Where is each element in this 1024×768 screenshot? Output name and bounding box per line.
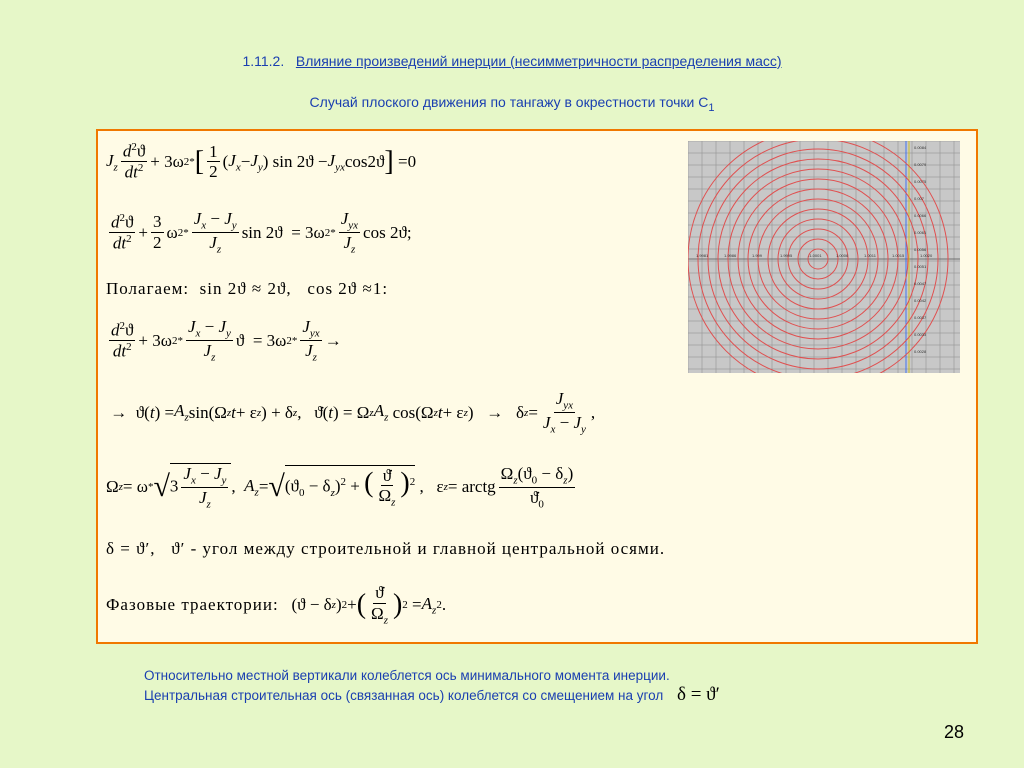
tick-label-y: 0.0033 xyxy=(914,332,927,337)
subtitle-sub: 1 xyxy=(708,101,715,114)
tick-label-y: 0.0079 xyxy=(914,162,927,167)
tick-label-y: 0.0037 xyxy=(914,315,927,320)
subtitle-text: Случай плоского движения по тангажу в окрестности точки С xyxy=(309,94,709,110)
tick-label-x: 1.9995 xyxy=(780,253,793,258)
tick-label-x: 1.999 xyxy=(752,253,763,258)
tick-label-y: 0.0084 xyxy=(914,145,927,150)
equation-3: Полагаем: sin 2ϑ ≈ 2ϑ, cos 2ϑ ≈ 1 : xyxy=(106,279,389,298)
title-number: 1.11.2. xyxy=(242,53,285,69)
footnote-math: δ = ϑ′ xyxy=(677,684,720,705)
slide-subtitle xyxy=(0,94,1024,114)
equation-7: δ = ϑ′, ϑ′ - угол между строительной и главной центральной осями. xyxy=(106,539,666,558)
tick-label-x: 1.9986 xyxy=(724,253,737,258)
phase-label: Фазовые траектории: xyxy=(106,594,279,614)
tick-label-x: 1.0020 xyxy=(920,253,933,258)
tick-label-y: 0.007 xyxy=(914,196,925,201)
equation-5: → ϑ( t ) = $A_z$ sin(Ω z t + ε z ) + δ z , ϑ̇( t ) = Ω z $A_z$ cos(Ω z t + ε z ) → δ z = $\frac{J_{yx}}{J_x - J_y}$ , xyxy=(106,389,596,436)
page-number: 28 xyxy=(944,722,965,742)
footnote xyxy=(144,666,904,705)
tick-label-x: 1.0006 xyxy=(836,253,849,258)
tick-label-y: 0.0051 xyxy=(914,264,927,269)
tick-label-x: 1.9981 xyxy=(696,253,709,258)
delta-text: - угол между строительной и главной центральной осями. xyxy=(190,539,666,558)
equation-2: $\frac{d^2ϑ}{dt^2}$ + $\frac{3}{2}$ ω 2 * $\frac{J_x - J_y}{J_z}$ sin 2ϑ = 3ω 2 * $\frac{J_{yx}}{J_z}$ cos 2ϑ; xyxy=(111,209,412,256)
tick-label-x: 1.0011 xyxy=(864,253,876,258)
slide-title xyxy=(0,53,1024,69)
footnote-line-1: Относительно местной вертикали колеблется ось минимального момента инерции. xyxy=(144,668,670,683)
tick-label-y: 0.0061 xyxy=(914,230,927,235)
formula-panel xyxy=(96,129,978,644)
equation-1: $J_z$ $\frac{d^2ϑ}{dt^2}$ + 3ω 2 * [ $\frac{1}{2}$ ( $J_x$ − $J_y$ ) sin 2ϑ − $J_{yx}$ cos2ϑ ] = 0 xyxy=(106,141,417,182)
tick-label-y: 0.0047 xyxy=(914,281,927,286)
equation-6: Ω z = ω * √ 3 $\frac{J_x - J_y}{J_z}$ , $A_z$ = √ $(ϑ_0 - \delta_z)^2$ + ( $\frac{ϑ̇}{\Omega_z}$ )$^2$ , ε z = arctg $\frac{\Omega_z(ϑ_0 - \delta_z)}{ϑ̇_0}$ xyxy=(106,463,574,511)
tick-label-x: -1.0001 xyxy=(808,253,822,258)
eq1-rhs: 0 xyxy=(407,151,417,171)
tick-label-y: 0.0075 xyxy=(914,179,927,184)
phase-portrait-plot xyxy=(688,141,960,373)
tick-label-y: 0.0066 xyxy=(914,213,927,218)
tick-label-y: 0.0028 xyxy=(914,349,927,354)
equation-4: $\frac{d^2ϑ}{dt^2}$ + 3ω 2 * $\frac{J_x - J_y}{J_z}$ ϑ = 3ω 2 * $\frac{J_{yx}}{J_z}$ → xyxy=(111,317,342,364)
tick-label-x: 1.0015 xyxy=(892,253,905,258)
tick-label-y: 0.0042 xyxy=(914,298,927,303)
title-text: Влияние произведений инерции (несимметричности распределения масс) xyxy=(295,53,782,69)
cos-approx-one: 1 xyxy=(372,279,383,298)
equation-8: Фазовые траектории: (ϑ − δ z ) 2 + ( $\frac{ϑ̇}{\Omega_z}$ ) 2 = $A_z$ 2 . xyxy=(106,583,447,626)
assume-label: Полагаем: xyxy=(106,279,190,298)
tick-label-y: 0.0056 xyxy=(914,247,927,252)
footnote-line-2: Центральная строительная ось (связанная ось) колеблется со смещением на угол xyxy=(144,688,664,703)
